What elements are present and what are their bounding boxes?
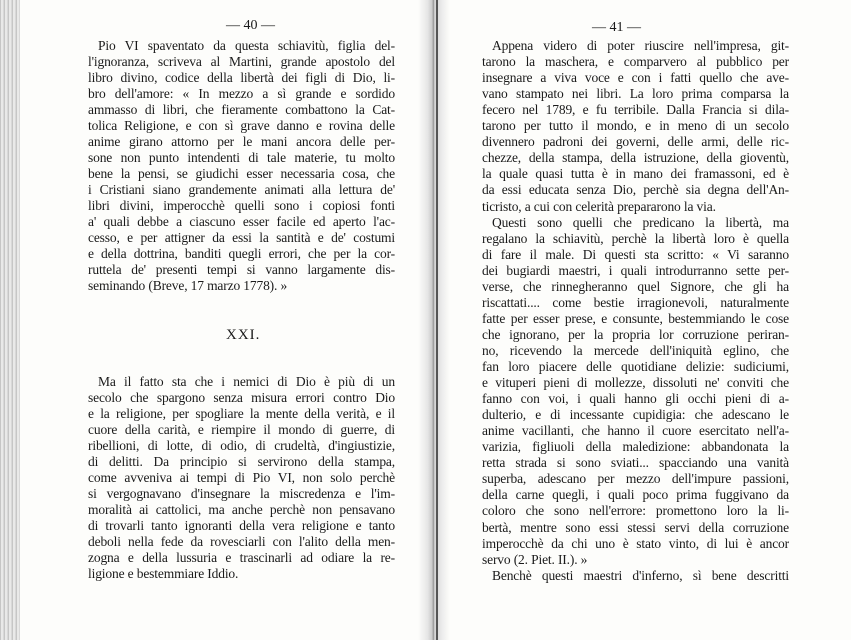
text-line: dulterio, e di incessante cupidigia: che adescano le [482,407,789,423]
text-line: l'ignoranza, scriveva al Martini, grande apostolo del [88,54,395,69]
text-line: riscattati.... come bestie irragionevoli, naturalmente [482,294,789,310]
text-line: fecero nel 1789, e fu terribile. Dalla Francia si dila- [482,102,789,118]
text-line: seminando (Breve, 17 marzo 1778). » [88,278,288,293]
text-line: anime vacillanti, che hanno il cuore esercitato nell'a- [482,423,789,439]
text-line: Appena videro di poter riuscire nell'impresa, git- [492,38,789,53]
page-number-right: — 41 — [592,20,641,35]
text-line: e vituperi pieni di mollezze, dissoluti ne' conviti che [482,375,789,391]
text-line: ribellioni, di lotte, di odio, di crudeltà, d'ingiustizie, [88,438,395,453]
text-line: retta strada si sono sviati... spacciando una vanità [482,455,789,471]
text-line: insegnare a viva voce e con i fatti quello che ave- [482,70,789,86]
text-line: dei bugiardi maestri, i quali introdurranno sette per- [482,262,789,278]
text-line: bene la pensi, se giudichi esser necessaria cosa, che [88,166,395,181]
text-line: Benchè questi maestri d'inferno, sì bene descritti [492,567,789,583]
text-line: cesso, e per attigner da essi la santità e de' costumi [88,230,395,245]
text-line: libro divino, codice della libertà dei figli di Dio, li- [88,70,395,85]
text-line: Ma il fatto sta che i nemici di Dio è più di un [98,374,395,389]
text-line: cuore della carità, e riempire il mondo di guerre, di [88,422,395,437]
text-line: si vergognavano d'insegnare la miscredenza e l'im- [88,486,395,501]
text-line: tarono per tutto il mondo, e in meno di un secolo [482,118,789,134]
book-gutter [418,0,450,640]
text-line: bertà, mentre sono essi stessi servi della corruzione [482,519,789,535]
text-line: secolo che spargono senza misura errori contro Dio [88,390,395,405]
text-line: Questi sono quelli che predicano la libertà, ma [492,214,789,230]
chapter-heading: XXI. [226,327,261,343]
page-number-left: — 40 — [226,18,275,33]
text-line: moralità ai cattolici, ma anche perchè non pensavano [88,502,395,517]
text-line: superba, adescano per mezzo dell'impure passioni, [482,471,789,487]
text-line: anime girano attorno per le mani ancora delle per- [88,134,395,149]
gutter-shadow-line [436,0,438,640]
text-line: bro dell'amore: « In mezzo a sì grande e sordido [88,86,395,101]
text-line: libri divini, imperocchè quelli sono i copiosi fonti [88,198,395,213]
text-line: fan loro piacere delle quotidiane delizie: sudiciumi, [482,359,789,374]
text-line: coloro che sono nell'errore: promettono loro la li- [482,503,789,519]
text-line: da essi educata senza Dio, perchè sia degna dell'An- [482,182,789,198]
text-line: e della dottrina, banditi quegli errori, che per la cor- [88,246,395,261]
text-line: la quale quasi tutta è in mano dei framassoni, ed è [482,166,789,182]
text-line: come avveniva ai tempi di Pio VI, non solo perchè [88,470,395,485]
text-line: chezze, della stampa, della istruzione, della gioventù, [482,150,789,166]
text-line: zogna e della lussuria e trascinarli ad odiare la re- [88,550,395,565]
text-line: che ignorano, per la propria lor corruzione periran- [482,326,789,342]
text-line: ammasso di libri, che fieramente combattono la Cat- [88,102,395,117]
text-line: verse, che rinnegheranno quel Signore, che gli ha [482,278,789,294]
text-line: ticristo, a cui con celerità prepararono la via. [482,198,716,214]
text-line: a' quali debbe a ciascuno esser facile ed aperto l'ac- [88,214,395,229]
text-line: varizia, figliuoli della maledizione: abbandonata la [482,439,789,455]
text-line: e la religione, per spogliare la mente della verità, e il [88,406,395,421]
text-line: sone non punto intendenti di tale materie, tu molto [88,150,395,165]
text-line: i Cristiani siano grandemente animati alla lettura de' [88,182,395,197]
text-line: imperocchè da chi uno è stato vinto, di lui è ancor [482,535,789,551]
text-line: fanno con voi, i quali hanno gli occhi pieni di a- [482,391,789,407]
text-line: di fare il male. Di questi sta scritto: « Vi saranno [482,246,789,262]
text-line: fatte per esser prese, e consunte, bestemmiando le cose [482,310,789,326]
scan-edge-left [0,0,20,640]
text-line: ligione e bestemmiare Iddio. [88,566,239,581]
text-line: tolica Religione, e con sì grave danno e rovina delle [88,118,395,133]
text-line: di delitti. Da principio si servirono della stampa, [88,454,395,469]
text-line: di trovarli tanto ignoranti della vera religione e tanto [88,518,395,533]
text-line: tarono la maschera, e comparvero al pubblico per [482,54,789,70]
text-line: divennero padroni dei governi, delle armi, delle ric- [482,134,789,150]
text-line: Pio VI spaventato da questa schiavitù, figlia del- [98,38,395,53]
text-line: vano stampato nei libri. La loro prima comparsa la [482,86,789,102]
text-line: regalano la schiavitù, perchè la libertà loro è quella [482,230,789,246]
text-line: della carne quegli, i quali poco prima fuggivano da [482,487,789,503]
text-line: servo (2. Piet. II.). » [482,551,588,567]
text-line: deboli nella fede da rovesciarli con l'alito della men- [88,534,395,549]
text-line: no, ricevendo la mercede dell'iniquità eglino, che [482,342,789,358]
text-line: ruttela de' presenti tempi si vanno largamente dis- [88,262,395,277]
